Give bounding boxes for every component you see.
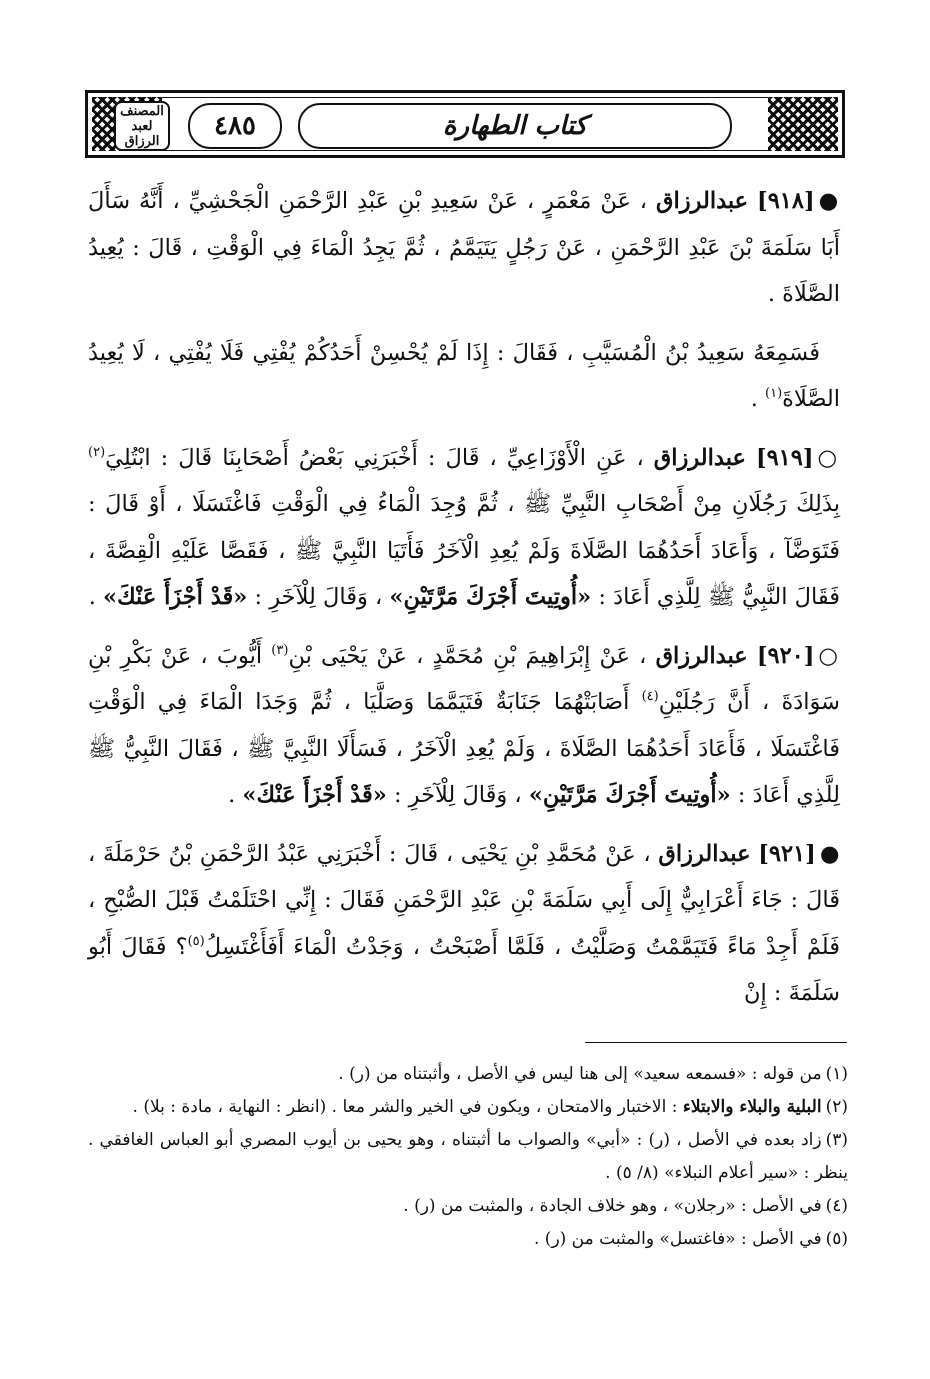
footnote-text: في الأصل : «فاغتسل» والمثبت من (ر) . — [534, 1229, 822, 1249]
footnote-ref: (٢) — [88, 444, 106, 460]
footnote-text: زاد بعده في الأصل ، (ر) : «أبي» والصواب ما أثبتناه ، وهو يحيى بن أيوب المصري أبو العباس الغافقي . ينظر : «سير أعلام النبلاء» (٨/ ٥) . — [88, 1130, 848, 1183]
hadith-text: ، عَنْ مَعْمَرٍ ، عَنْ سَعِيدِ بْنِ عَبْدِ الرَّحْمَنِ الْجَحْشِيِّ ، أَنَّهُ سَأَلَ أَبَا سَلَمَةَ بْنَ عَبْدِ الرَّحْمَنِ ، عَنْ رَجُلٍ يَتَيَمَّمُ ، ثُمَّ يَجِدُ الْمَاءَ فِي الْوَقْتِ ، قَالَ : يُعِيدُ الصَّلَاةَ . — [88, 188, 840, 307]
page-header — [85, 90, 845, 158]
hadith-text: أَيُّوبَ ، عَنْ بَكْرِ بْنِ سَوَادَةَ ، أَنَّ رَجُلَيْنِ — [88, 642, 840, 715]
hadith-text: ، وَقَالَ لِلْآخَرِ : — [393, 782, 522, 808]
footnote-text: : الاختبار والامتحان ، ويكون في الخير والشر معا . (انظر : النهاية ، مادة : بلا) . — [132, 1097, 678, 1117]
footnote-separator — [585, 1042, 847, 1043]
hadith-text: بِذَلِكَ رَجُلَانِ مِنْ أَصْحَابِ النَّبِيِّ ﷺ ، ثُمَّ وُجِدَ الْمَاءُ فِي الْوَقْتِ فَاغْتَسَلَا ، أَوْ قَالَ : فَتَوَضَّآ ، وَأَعَادَ أَحَدُهُمَا الصَّلَاةَ وَلَمْ يُعِدِ الْآخَرُ فَأَتَيَا النَّبِيَّ ﷺ ، فَقَصَّا عَلَيْهِ الْقِصَّةَ ، فَقَالَ النَّبِيُّ ﷺ لِلَّذِي أَعَادَ : — [88, 491, 840, 610]
hadith-918 — [88, 178, 840, 318]
footnote-ref: (٤) — [641, 689, 659, 704]
narrator: عبدالرزاق — [653, 444, 746, 471]
hadith-text: أَصَابَتْهُمَا جَنَابَةٌ فَتَيَمَّمَا وَصَلَّيَا ، ثُمَّ وَجَدَا الْمَاءَ فِي الْوَقْتِ فَاغْتَسَلَا ، فَأَعَادَ أَحَدُهُمَا الصَّلَاةَ ، وَلَمْ يُعِدِ الْآخَرُ ، فَسَأَلَا النَّبِيَّ ﷺ ، فَقَالَ النَّبِيُّ ﷺ لِلَّذِي أَعَادَ : — [88, 689, 840, 808]
book-badge-line2: لعبد الرزاق — [124, 118, 160, 149]
footnote-1 — [88, 1058, 848, 1091]
punctuation: . — [88, 584, 103, 610]
page-number: ٤٨٥ — [188, 103, 282, 149]
footnote-4 — [88, 1190, 848, 1223]
footnote-text: من قوله : «فسمعه سعيد» إلى هنا ليس في الأصل ، وأثبتناه من (ر) . — [338, 1064, 822, 1084]
footnote-number: (١) — [825, 1064, 848, 1084]
hadith-text: فَسَمِعَهُ سَعِيدُ بْنُ الْمُسَيَّبِ ، فَقَالَ : إِذَا لَمْ يُحْسِنْ أَحَدُكُمْ يُفْتِي فَلَا يُفْتِي ، لَا يُعِيدُ الصَّلَاةَ — [88, 339, 840, 412]
footnote-term: البلية والبلاء والابتلاء — [682, 1097, 822, 1117]
hadith-marker: ● — [819, 840, 841, 867]
hadith-text: ، عَنْ إِبْرَاهِيمَ بْنِ مُحَمَّدٍ ، عَنْ يَحْيَى بْنِ — [288, 642, 647, 669]
prophet-quote: «قَدْ أَجْزَأَ عَنْكَ» — [103, 584, 248, 610]
footnotes — [88, 1058, 848, 1256]
hadith-920 — [88, 633, 840, 819]
footnote-ref: (٣) — [271, 642, 289, 658]
footnote-ref: (١) — [765, 386, 783, 401]
hadith-text: ، وَقَالَ لِلْآخَرِ : — [254, 584, 383, 610]
narrator: عبدالرزاق — [655, 642, 748, 669]
footnote-5 — [88, 1223, 848, 1256]
hadith-918-continuation — [88, 330, 840, 423]
hadith-number: [٩١٩] — [755, 444, 814, 471]
prophet-quote: «أُوتِيتَ أَجْرَكَ مَرَّتَيْنِ» — [389, 584, 592, 610]
hadith-text: ، عَنِ الْأَوْزَاعِيِّ ، قَالَ : أَخْبَرَنِي بَعْضُ أَصْحَابِنَا قَالَ : ابْتُلِيَ — [105, 444, 644, 471]
footnote-number: (٣) — [825, 1130, 848, 1150]
narrator: عبدالرزاق — [655, 188, 749, 214]
footnote-2 — [88, 1091, 848, 1124]
hadith-text: ، عَنْ مُحَمَّدِ بْنِ يَحْيَى ، قَالَ : أَخْبَرَنِي عَبْدُ الرَّحْمَنِ بْنُ حَرْمَلَةَ ، قَالَ : جَاءَ أَعْرَابِيٌّ إِلَى أَبِي سَلَمَةَ بْنِ عَبْدِ الرَّحْمَنِ فَقَالَ : إِنِّي احْتَلَمْتُ قَبْلَ الصُّبْحِ ، فَلَمْ أَجِدْ مَاءً فَتَيَمَّمْتُ وَصَلَّيْتُ ، فَلَمَّا أَصْبَحْتُ ، وَجَدْتُ الْمَاءَ أَفَأَغْتَسِلُ — [88, 840, 840, 960]
footnote-3 — [88, 1124, 848, 1190]
chapter-title: كتاب الطهارة — [298, 103, 732, 149]
hadith-marker: ○ — [818, 642, 841, 669]
hadith-text: ؟ فَقَالَ أَبُو سَلَمَةَ : إِنْ — [88, 933, 840, 1006]
punctuation: . — [228, 782, 243, 808]
footnote-ref: (٥) — [187, 933, 205, 949]
hadith-number: [٩١٨] — [757, 188, 815, 214]
punctuation: . — [750, 386, 766, 412]
book-badge-line1: المصنف — [120, 103, 164, 119]
footnote-number: (٤) — [825, 1196, 848, 1216]
ornament-right — [768, 97, 838, 151]
narrator: عبدالرزاق — [658, 840, 751, 867]
hadith-number: [٩٢٠] — [756, 642, 815, 669]
footnote-text: في الأصل : «رجلان» ، وهو خلاف الجادة ، والمثبت من (ر) . — [403, 1196, 822, 1216]
hadith-marker: ● — [818, 188, 841, 214]
hadith-marker: ○ — [817, 444, 840, 471]
main-text — [88, 178, 840, 1017]
book-badge — [114, 101, 170, 151]
hadith-number: [٩٢١] — [758, 840, 816, 867]
prophet-quote: «قَدْ أَجْزَأَ عَنْكَ» — [242, 782, 387, 808]
hadith-921 — [88, 831, 840, 1017]
footnote-number: (٢) — [825, 1097, 848, 1117]
footnote-number: (٥) — [825, 1229, 848, 1249]
prophet-quote: «أُوتِيتَ أَجْرَكَ مَرَّتَيْنِ» — [528, 782, 731, 808]
hadith-919 — [88, 435, 840, 621]
